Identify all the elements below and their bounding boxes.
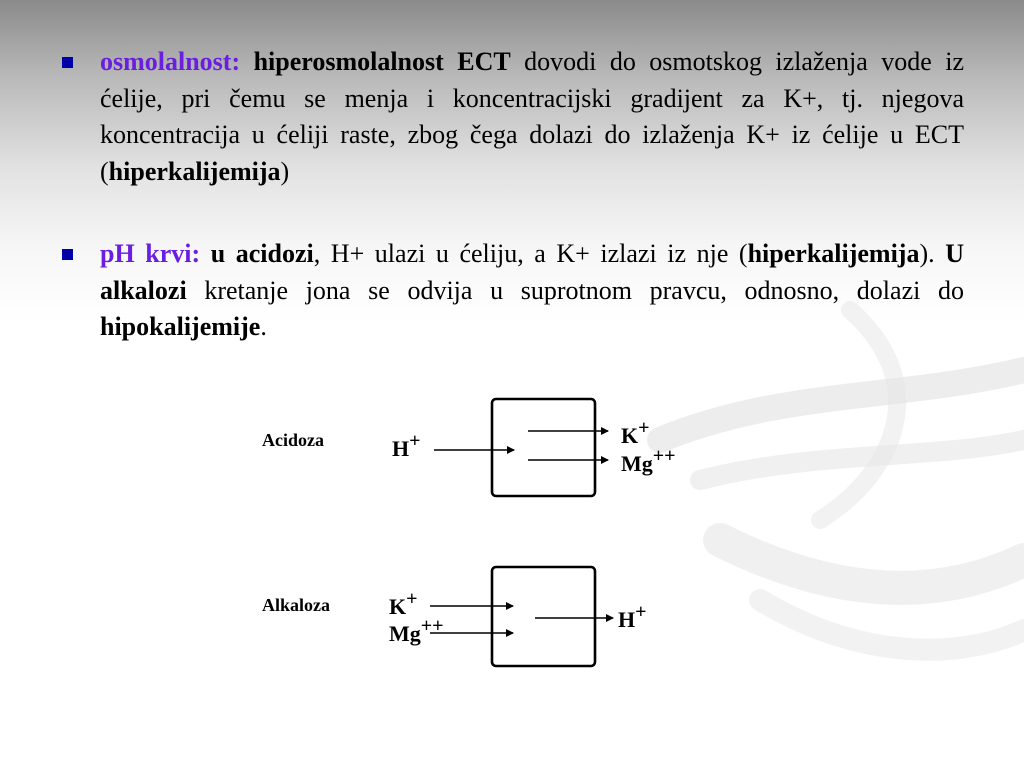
- alkaloza-out-ion-h: H+: [618, 601, 647, 632]
- alkaloza-in-ion-k: K+: [389, 588, 418, 619]
- acidoza-panel: [262, 399, 676, 496]
- body-text: ).: [919, 239, 946, 268]
- acidoza-in-ion: H+: [392, 430, 421, 461]
- bold-term: U alkalozi: [100, 239, 964, 305]
- bold-term: u acidozi: [210, 239, 314, 268]
- body-text: kretanje jona se odvija u suprotnom pravcu, odnosno, dolazi do: [186, 275, 964, 305]
- acidoza-out-ion-mg: Mg++: [621, 445, 676, 476]
- alkaloza-cell-box: [492, 567, 595, 666]
- acidoza-out-ion-k: K+: [621, 417, 650, 448]
- keyword-label: osmolalnost:: [100, 47, 241, 76]
- body-text: .: [260, 312, 267, 341]
- bold-term: hiperkalijemija: [108, 156, 281, 186]
- bold-term: hipokalijemije: [100, 312, 261, 341]
- bold-term: hiperosmolalnost ECT: [253, 47, 511, 76]
- alkaloza-panel: [262, 567, 647, 666]
- alkaloza-title: Alkaloza: [262, 595, 331, 615]
- alkaloza-in-ion-mg: Mg++: [389, 615, 444, 646]
- body-text: dovodi do osmotskog izlaženja vode iz ćelije, pri čemu se menja i koncentracijski gradijent za K+, tj. njegova koncentracija u ćeliji raste, zbog čega dolazi do izlaženja K+ iz ćelije u ECT (: [100, 47, 964, 186]
- acidoza-cell-box: [492, 399, 595, 496]
- body-text: , H+ ulazi u ćeliju, a K+ izlazi iz nje (: [313, 239, 748, 268]
- body-text: ): [280, 156, 290, 186]
- keyword-label: pH krvi:: [100, 239, 201, 268]
- bold-term: hiperkalijemija: [747, 239, 920, 268]
- acidoza-title: Acidoza: [262, 430, 324, 450]
